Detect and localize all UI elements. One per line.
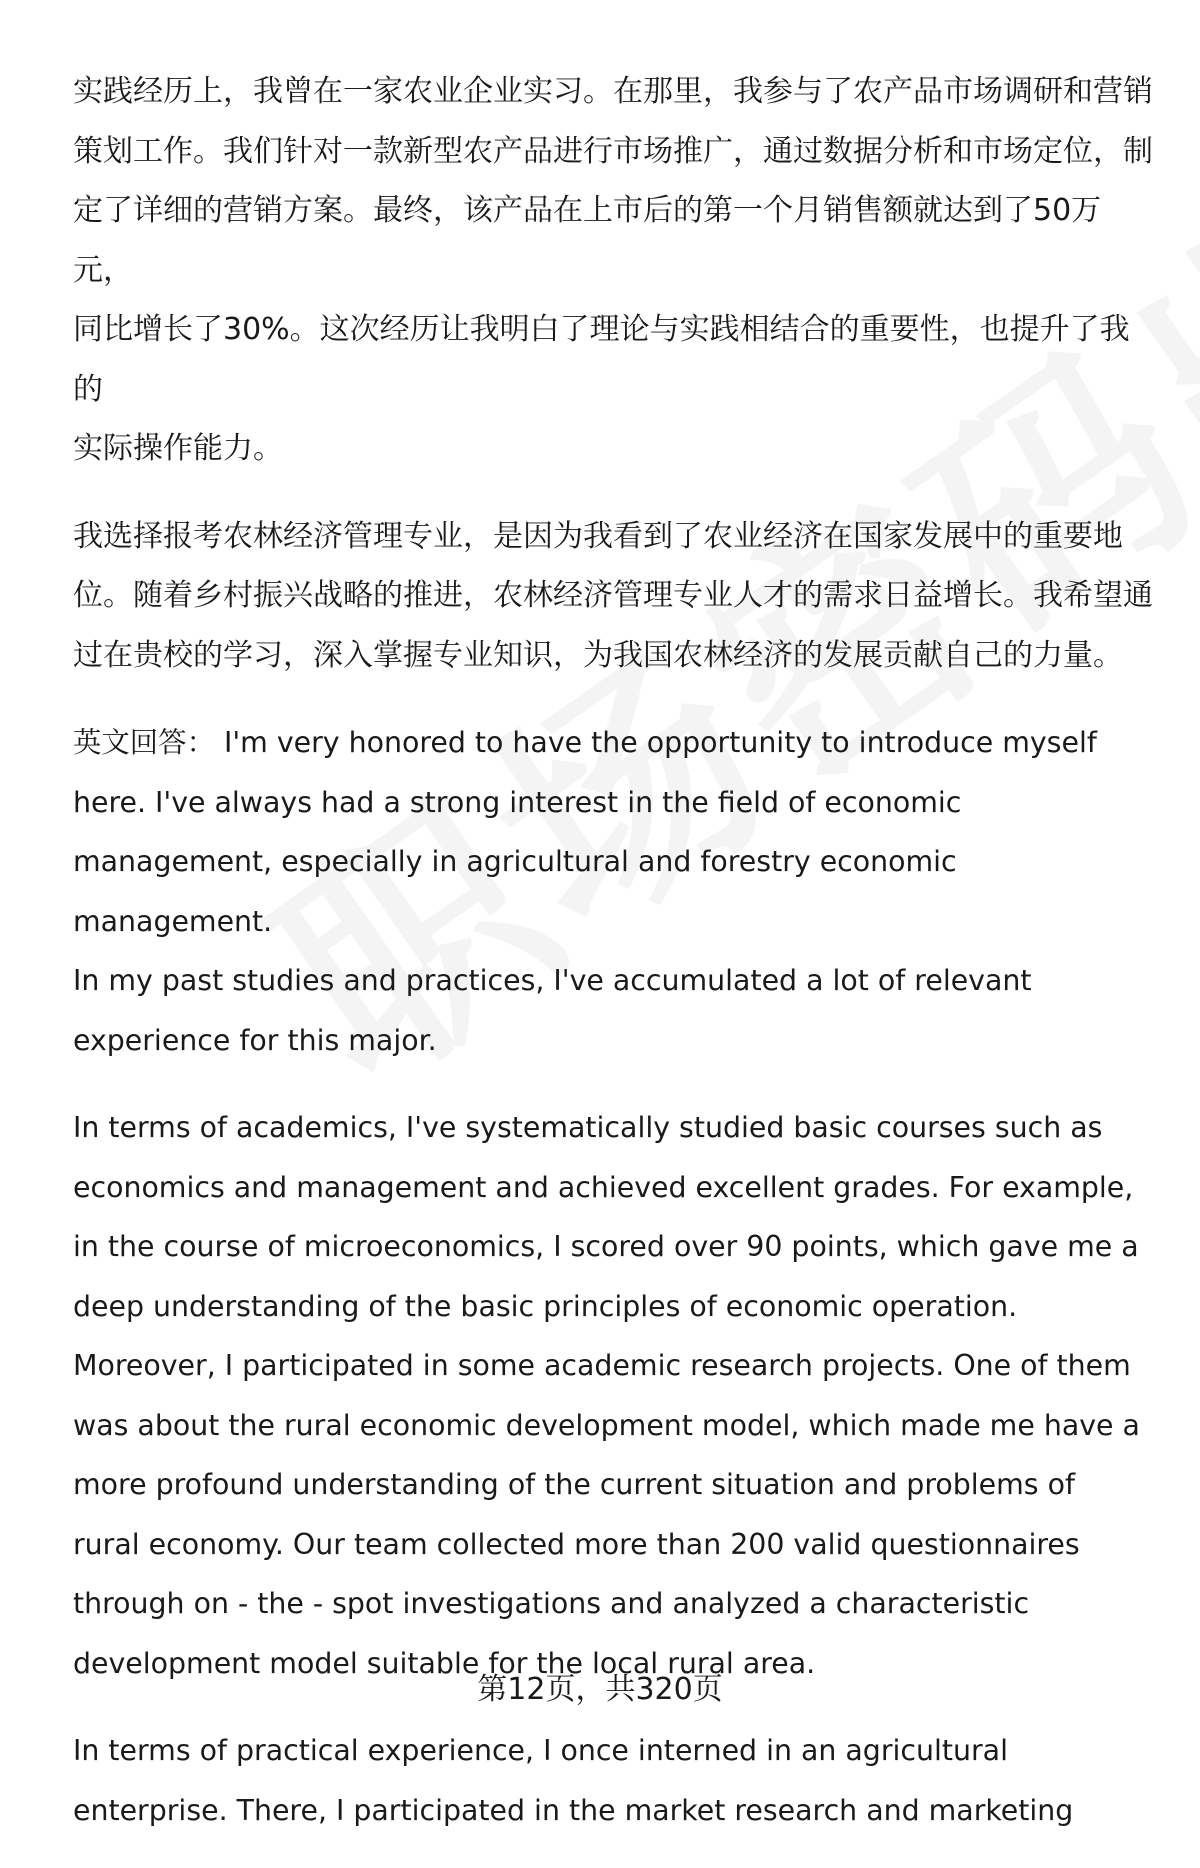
text-line: here. I've always had a strong interest in the field of economic [73,785,962,819]
paragraph-english-academics [73,1098,1153,1693]
text-line: 位。随着乡村振兴战略的推进，农林经济管理专业人才的需求日益增长。我希望通 [73,578,1153,613]
text-line: rural economy. Our team collected more than 200 valid questionnaires [73,1527,1080,1561]
page-number: 第12页，共320页 [477,1672,723,1707]
text-line: 策划工作。我们针对一款新型农产品进行市场推广，通过数据分析和市场定位，制 [73,133,1153,169]
text-line: in the course of microeconomics, I scored over 90 points, which gave me a [73,1230,1139,1263]
text-line: 同比增长了30%。这次经历让我明白了理论与实践相结合的重要性，也提升了我的 [73,312,1130,407]
paragraph-english-intro [73,713,1153,1070]
text-line: 实践经历上，我曾在一家农业企业实习。在那里，我参与了农产品市场调研和营销 [73,74,1153,109]
text-line: deep understanding of the basic principles of economic operation. [73,1289,1018,1323]
text-line: In terms of practical experience, I once interned in an agricultural [73,1734,1008,1767]
text-line: In my past studies and practices, I've accumulated a lot of relevant [73,964,1032,997]
text-line: 定了详细的营销方案。最终，该产品在上市后的第一个月销售额就达到了50万元， [73,193,1102,288]
text-line: enterprise. There, I participated in the market research and marketing [73,1793,1074,1827]
paragraph-english-practice [73,1721,1153,1840]
paragraph-internship-cn [73,62,1153,479]
text-line: 实际操作能力。 [73,431,283,466]
text-line: through on - the - spot investigations and analyzed a characteristic [73,1587,1030,1620]
text-line: Moreover, I participated in some academic research projects. One of them [73,1349,1131,1382]
text-line: 我选择报考农林经济管理专业，是因为我看到了农业经济在国家发展中的重要地 [73,518,1123,554]
document-body [73,62,1153,1868]
text-line: I'm very honored to have the opportunity to introduce myself [214,726,1097,759]
text-line: more profound understanding of the current situation and problems of [73,1468,1075,1501]
text-line: In terms of academics, I've systematically studied basic courses such as [73,1111,1103,1144]
text-line: management, especially in agricultural and forestry economic management. [73,845,957,938]
text-line: was about the rural economic development model, which made me have a [73,1408,1140,1442]
text-line: 过在贵校的学习，深入掌握专业知识，为我国农林经济的发展贡献自己的力量。 [73,637,1123,673]
english-answer-label: 英文回答： [73,726,215,759]
text-line: experience for this major. [73,1023,437,1057]
text-line: economics and management and achieved excellent grades. For example, [73,1170,1134,1204]
paragraph-motivation-cn [73,507,1153,686]
text-line: development model suitable for the local rural area. [73,1646,816,1680]
